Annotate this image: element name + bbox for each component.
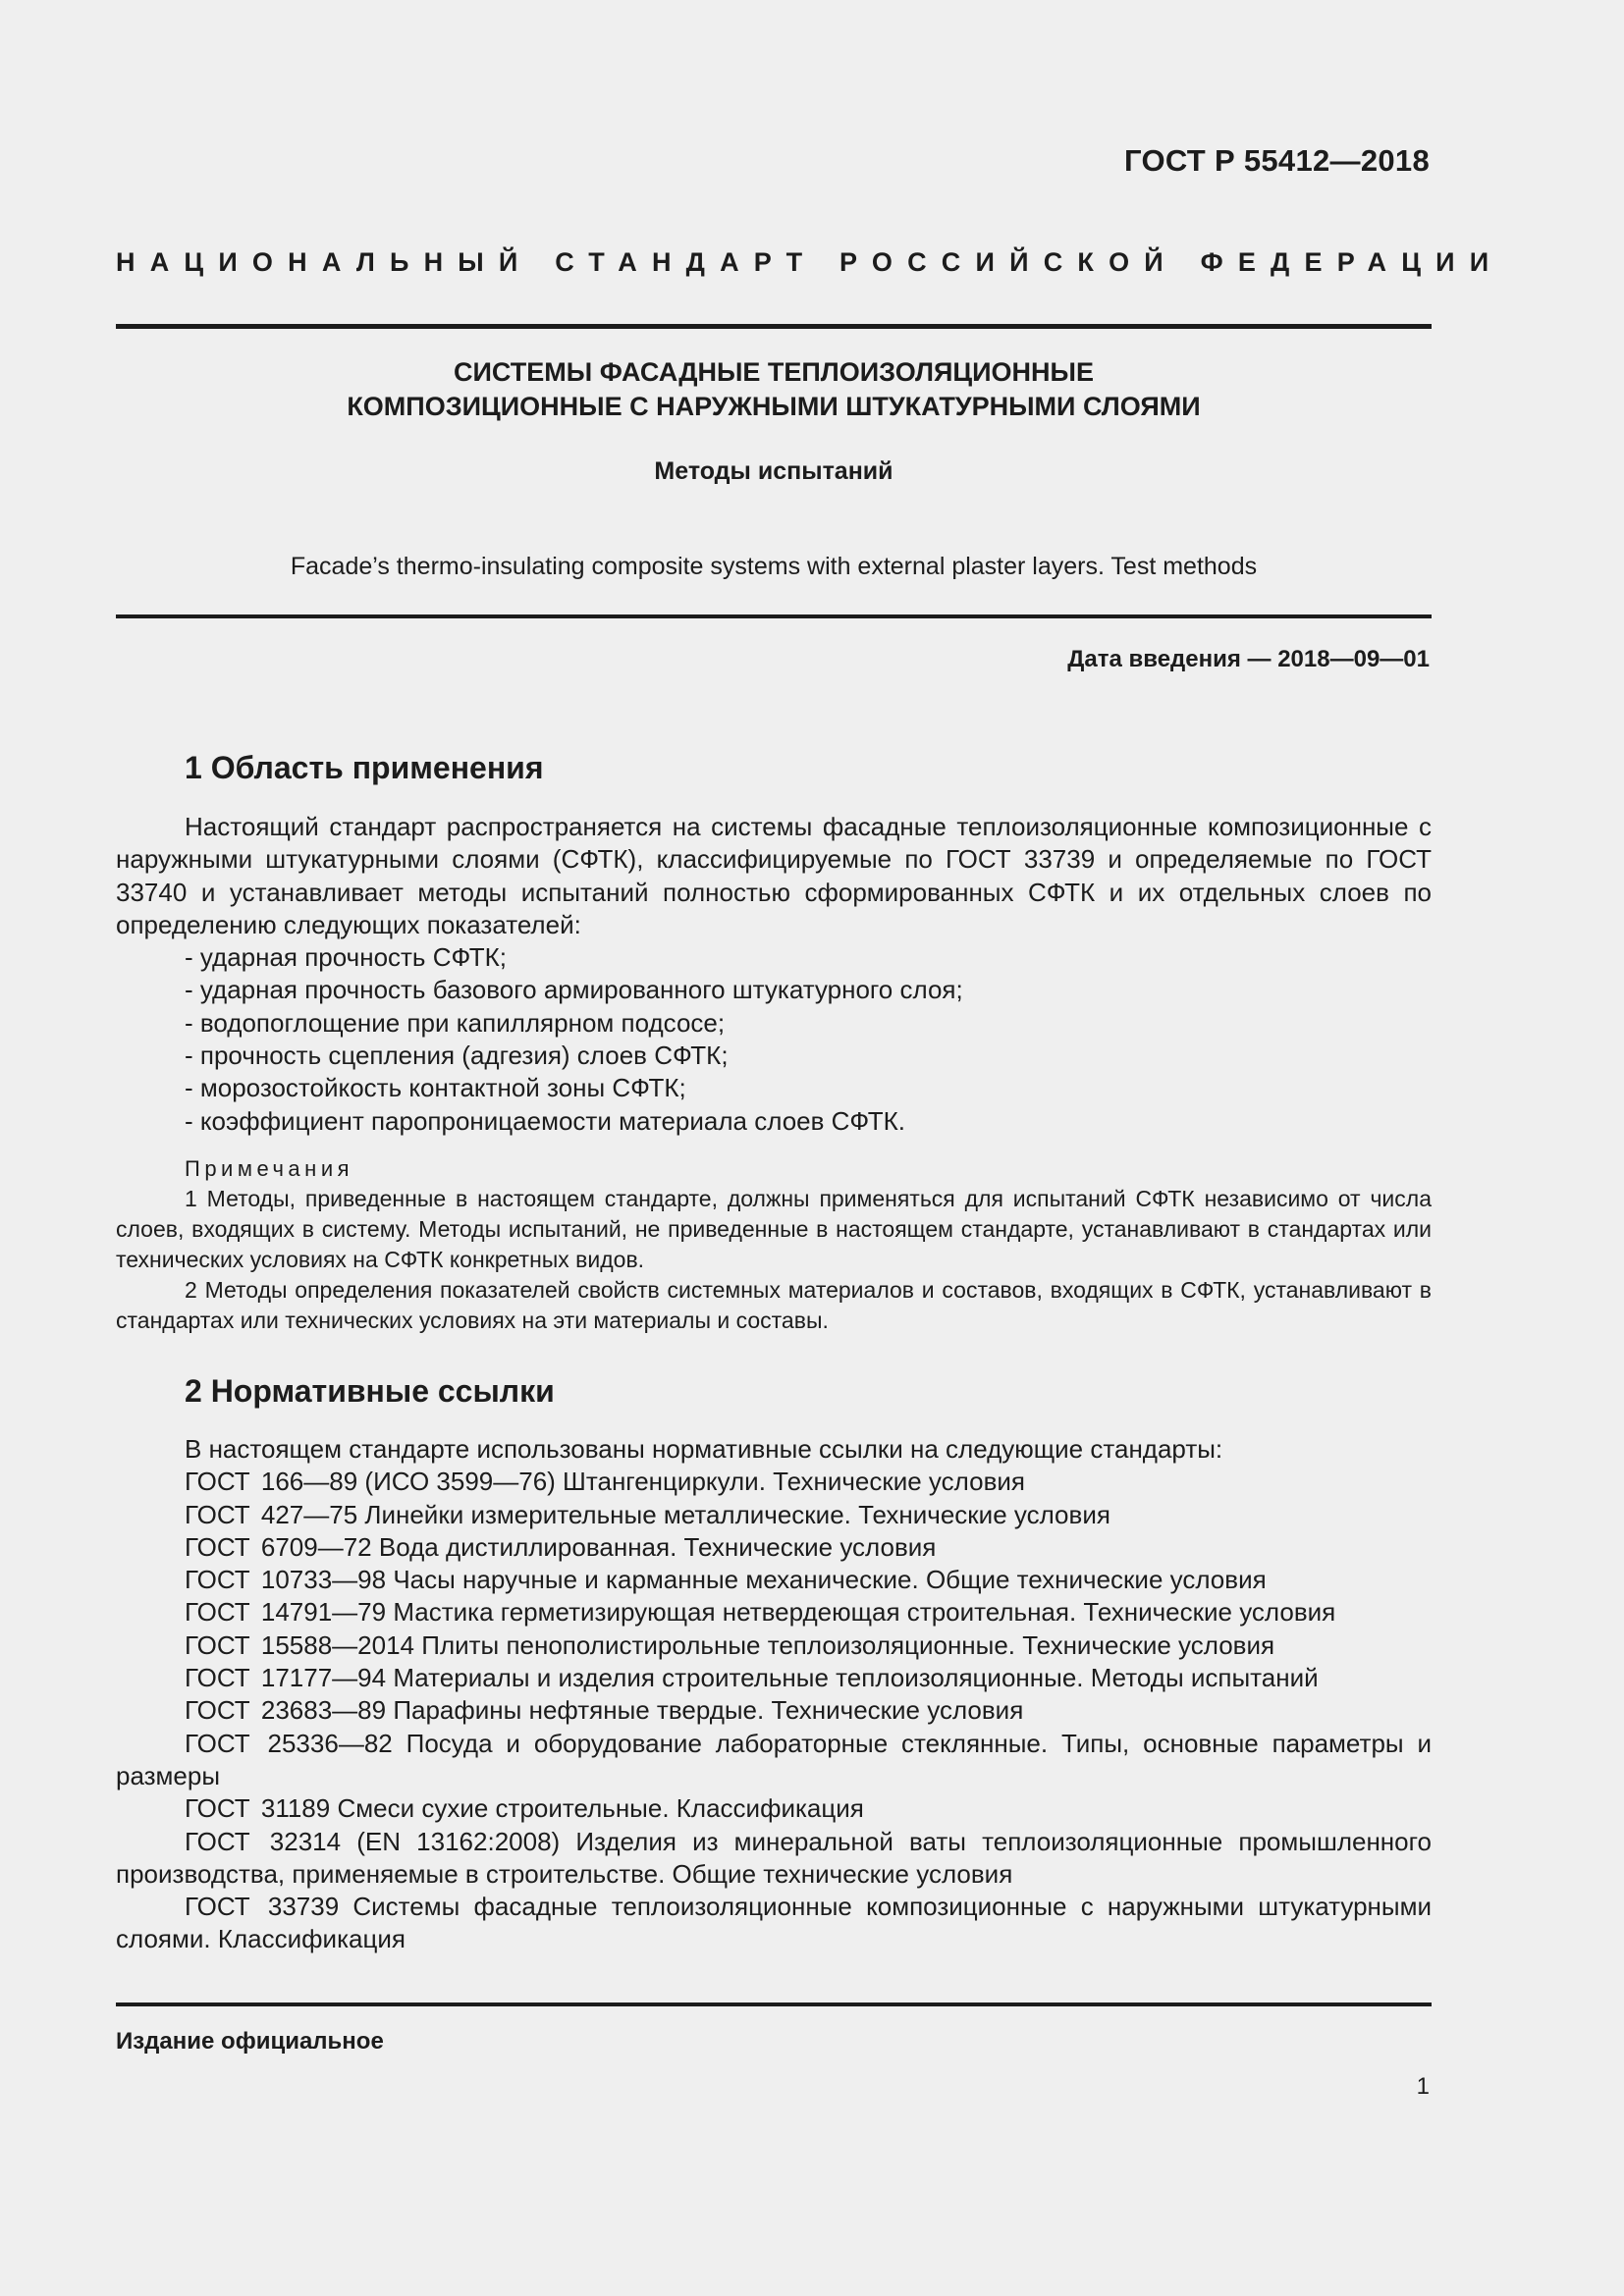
reference-item bbox=[116, 1694, 1432, 1727]
page-number: 1 bbox=[1416, 2073, 1430, 2100]
reference-item bbox=[116, 1792, 1432, 1825]
reference-title: Часы наручные и карманные механические. Общие технические условия bbox=[393, 1565, 1267, 1595]
reference-code: ГОСТ 17177—94 bbox=[185, 1663, 387, 1693]
title-line-2: КОМПОЗИЦИОННЫЕ С НАРУЖНЫМИ ШТУКАТУРНЫМИ СЛОЯМИ bbox=[347, 392, 1201, 421]
reference-item bbox=[116, 1466, 1432, 1498]
reference-item bbox=[116, 1662, 1432, 1694]
section-2-intro: В настоящем стандарте использованы нормативные ссылки на следующие стандарты: bbox=[185, 1434, 1223, 1464]
reference-item bbox=[116, 1564, 1432, 1596]
reference-title: Мастика герметизирующая нетвердеющая строительная. Технические условия bbox=[393, 1597, 1336, 1628]
list-item: - прочность сцепления (адгезия) слоев СФТК; bbox=[185, 1041, 729, 1071]
title-bottom-rule bbox=[116, 614, 1432, 618]
reference-item bbox=[116, 1531, 1432, 1564]
section-1-paragraph: Настоящий стандарт распространяется на системы фасадные теплоизоляционные композиционные с наружными штукатурными слоями (СФТК), классифицируемые по ГОСТ 33739 и определяемые по ГОСТ 33740 и устанавливает методы испытаний полностью сформированных СФТК и их отдельных слоев по определению следующих показателей: bbox=[116, 812, 1432, 939]
reference-code: ГОСТ 10733—98 bbox=[185, 1565, 387, 1595]
list-item: - водопоглощение при капиллярном подсосе; bbox=[185, 1007, 726, 1038]
reference-code: ГОСТ 14791—79 bbox=[185, 1597, 387, 1628]
reference-code: ГОСТ 31189 bbox=[185, 1793, 331, 1824]
note-1: 1 Методы, приведенные в настоящем стандарте, должны применяться для испытаний СФТК независимо от числа слоев, входящих в систему. Методы испытаний, не приведенные в настоящем стандарте, устанавливают в стандартах или технических условиях на СФТК конкретных видов. bbox=[116, 1186, 1432, 1272]
english-title: Facade’s thermo-insulating composite systems with external plaster layers. Test methods bbox=[290, 553, 1258, 580]
reference-title: Системы фасадные теплоизоляционные композиционные с наружными штукатурными слоями. Классификация bbox=[116, 1892, 1432, 1954]
notes-label: Примечания bbox=[185, 1156, 354, 1181]
reference-title: Парафины нефтяные твердые. Технические условия bbox=[393, 1695, 1024, 1726]
reference-title: Вода дистиллированная. Технические условия bbox=[378, 1531, 937, 1562]
section-2-heading: 2 Нормативные ссылки bbox=[185, 1373, 555, 1409]
reference-code: ГОСТ 32314 bbox=[185, 1826, 342, 1856]
reference-title: (ИСО 3599—76) Штангенциркули. Технические условия bbox=[364, 1467, 1025, 1497]
list-item: - ударная прочность базового армированного штукатурного слоя; bbox=[185, 975, 963, 1005]
footer-rule bbox=[116, 2002, 1432, 2006]
list-item: - морозостойкость контактной зоны СФТК; bbox=[185, 1073, 686, 1103]
section-1-notes bbox=[116, 1153, 1432, 1336]
reference-title: Посуда и оборудование лабораторные стеклянные. Типы, основные параметры и размеры bbox=[116, 1728, 1432, 1790]
reference-item bbox=[116, 1596, 1432, 1629]
section-2-body bbox=[116, 1433, 1432, 1956]
reference-code: ГОСТ 15588—2014 bbox=[185, 1629, 415, 1660]
document-subtitle: Методы испытаний bbox=[654, 457, 893, 485]
reference-code: ГОСТ 33739 bbox=[185, 1892, 340, 1922]
national-standard-heading: НАЦИОНАЛЬНЫЙ СТАНДАРТ РОССИЙСКОЙ ФЕДЕРАЦИИ bbox=[116, 247, 1504, 277]
reference-item bbox=[116, 1499, 1432, 1531]
reference-title: Плиты пенополистирольные теплоизоляционные. Технические условия bbox=[421, 1629, 1275, 1660]
reference-code: ГОСТ 25336—82 bbox=[185, 1728, 393, 1758]
doc-number: ГОСТ Р 55412—2018 bbox=[1124, 143, 1430, 178]
top-rule bbox=[116, 324, 1432, 329]
introduction-date: Дата введения — 2018—09—01 bbox=[1067, 646, 1430, 672]
reference-title: (EN 13162:2008) Изделия из минеральной ваты теплоизоляционные промышленного производства, применяемые в строительстве. Общие технические условия bbox=[116, 1826, 1432, 1889]
note-2: 2 Методы определения показателей свойств системных материалов и составов, входящих в СФТК, устанавливают в стандартах или технических условиях на эти материалы и составы. bbox=[116, 1277, 1432, 1333]
reference-title: Линейки измерительные металлические. Технические условия bbox=[364, 1499, 1110, 1529]
reference-code: ГОСТ 166—89 bbox=[185, 1467, 358, 1497]
reference-title: Смеси сухие строительные. Классификация bbox=[337, 1793, 864, 1824]
reference-item bbox=[116, 1826, 1432, 1892]
official-edition-label: Издание официальное bbox=[116, 2028, 384, 2055]
section-1-body bbox=[116, 811, 1432, 1138]
reference-item bbox=[116, 1728, 1432, 1793]
reference-code: ГОСТ 427—75 bbox=[185, 1499, 358, 1529]
section-1-heading: 1 Область применения bbox=[185, 750, 544, 785]
list-item: - ударная прочность СФТК; bbox=[185, 942, 508, 973]
list-item: - коэффициент паропроницаемости материала слоев СФТК. bbox=[185, 1105, 905, 1136]
reference-item bbox=[116, 1629, 1432, 1662]
document-title bbox=[116, 355, 1432, 424]
reference-title: Материалы и изделия строительные теплоизоляционные. Методы испытаний bbox=[393, 1663, 1319, 1693]
reference-item bbox=[116, 1891, 1432, 1956]
title-line-1: СИСТЕМЫ ФАСАДНЫЕ ТЕПЛОИЗОЛЯЦИОННЫЕ bbox=[454, 357, 1094, 387]
reference-code: ГОСТ 6709—72 bbox=[185, 1531, 372, 1562]
reference-code: ГОСТ 23683—89 bbox=[185, 1695, 387, 1726]
